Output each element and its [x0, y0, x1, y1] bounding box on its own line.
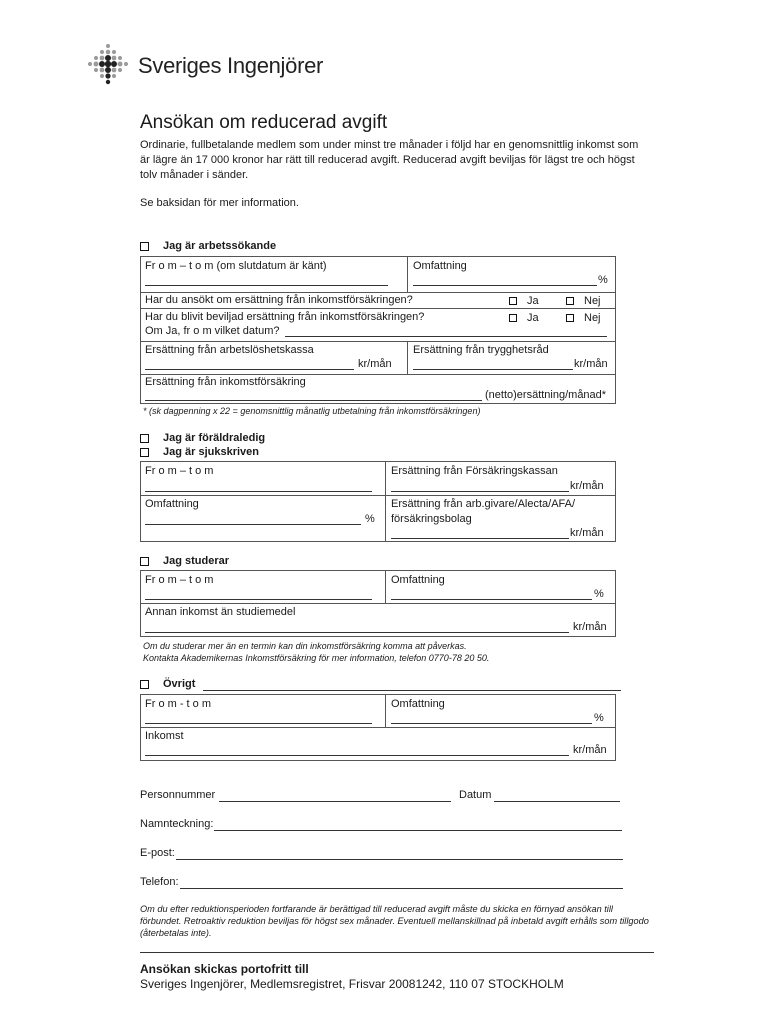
ja-label: Ja — [527, 295, 539, 307]
datum-field[interactable] — [494, 801, 620, 802]
footer-divider — [140, 952, 654, 953]
section-studerar-label: Jag studerar — [163, 555, 230, 567]
epost-field[interactable] — [176, 859, 623, 860]
omfattning-label: Omfattning — [391, 698, 445, 710]
from-tom-label: Fr o m - t o m — [145, 698, 211, 710]
arbgivare-unit: kr/mån — [570, 527, 604, 539]
nej-label: Nej — [584, 295, 601, 307]
omfattning-field[interactable] — [391, 723, 592, 724]
studerar-note-2: Kontakta Akademikernas Inkomstförsäkring för mer information, telefon 0770-78 20 50. — [143, 653, 490, 663]
ovrigt-table — [140, 694, 616, 761]
question-ansokt: Har du ansökt om ersättning från inkomstförsäkringen? — [145, 294, 413, 306]
studerar-note-1: Om du studerar mer än en termin kan din inkomstförsäkring komma att påverkas. — [143, 641, 467, 651]
omfattning-field[interactable] — [413, 285, 597, 286]
omfattning-label: Omfattning — [391, 574, 445, 586]
arbgivare-field[interactable] — [391, 538, 569, 539]
from-tom-field[interactable] — [145, 285, 388, 286]
telefon-field[interactable] — [180, 888, 623, 889]
footer-title: Ansökan skickas portofritt till — [140, 962, 309, 976]
datum-question: Om Ja, fr o m vilket datum? — [145, 325, 280, 337]
from-tom-label: Fr o m – t o m — [145, 574, 214, 586]
foraldraledig-table — [140, 461, 616, 542]
from-tom-label: Fr o m – t o m — [145, 465, 214, 477]
footnote-dagpenning: * (sk dagpenning x 22 = genomsnittlig månatlig utbetalning från inkomstförsäkringen) — [143, 406, 481, 416]
datum-label: Datum — [459, 789, 492, 801]
inkomstforsakring-label: Ersättning från inkomstförsäkring — [145, 376, 306, 388]
from-tom-field[interactable] — [145, 491, 372, 492]
section-foraldraledig-label: Jag är föräldraledig — [163, 432, 266, 444]
ovrigt-field[interactable] — [203, 690, 621, 691]
section-sjukskriven[interactable] — [140, 446, 259, 458]
section-foraldraledig[interactable] — [140, 432, 265, 444]
logo-text: Sveriges Ingenjörer — [138, 53, 324, 78]
forsakringsbolag-label: försäkringsbolag — [391, 513, 472, 525]
percent-label: % — [365, 513, 375, 525]
personnummer-label: Personnummer — [140, 789, 216, 801]
from-tom-field[interactable] — [145, 599, 372, 600]
footer-address: Sveriges Ingenjörer, Medlemsregistret, Frisvar 20081242, 110 07 STOCKHOLM — [140, 977, 564, 991]
netto-unit: (netto)ersättning/månad* — [485, 389, 607, 401]
section-studerar[interactable] — [140, 555, 229, 567]
trygghet-unit: kr/mån — [574, 358, 608, 370]
info-text: Se baksidan för mer information. — [140, 197, 299, 209]
kassa-label: Ersättning från arbetslöshetskassa — [145, 344, 314, 356]
omfattning-field[interactable] — [145, 524, 361, 525]
checkbox-nej-2[interactable] — [566, 314, 574, 322]
section-arbetssokande[interactable] — [140, 240, 276, 252]
arbetssokande-table — [140, 256, 616, 404]
option-nej-2[interactable] — [566, 312, 601, 324]
namnteckning-label: Namnteckning: — [140, 818, 214, 830]
percent-label: % — [598, 274, 608, 286]
checkbox-nej-1[interactable] — [566, 297, 574, 305]
checkbox-ja-2[interactable] — [509, 314, 517, 322]
checkbox-ovrigt[interactable] — [140, 680, 149, 689]
question-beviljad: Har du blivit beviljad ersättning från inkomstförsäkringen? — [145, 311, 425, 323]
inkomst-label: Inkomst — [145, 730, 184, 742]
checkbox-arbetssokande[interactable] — [140, 242, 149, 251]
personnummer-field[interactable] — [219, 801, 451, 802]
checkbox-foraldraledig[interactable] — [140, 434, 149, 443]
omfattning-label: Omfattning — [145, 498, 199, 510]
omfattning-label: Omfattning — [413, 260, 467, 272]
studerar-table — [140, 570, 616, 637]
fk-field[interactable] — [391, 491, 569, 492]
from-tom-label: Fr o m – t o m (om slutdatum är känt) — [145, 260, 327, 272]
logo — [86, 42, 326, 88]
inkomst-field[interactable] — [145, 755, 569, 756]
intro-text: Ordinarie, fullbetalande medlem som under minst tre månader i följd har en genomsnittlig inkomst som är lägre än 17 000 kronor har rätt till reducerad avgift. Reducerad avgift beviljas för lägst tre och högst tolv månader i sänder. — [140, 139, 639, 181]
annan-inkomst-label: Annan inkomst än studiemedel — [145, 606, 296, 618]
option-nej-1[interactable] — [566, 295, 601, 307]
section-arbetssokande-label: Jag är arbetssökande — [163, 240, 277, 252]
section-ovrigt[interactable] — [140, 678, 195, 690]
epost-label: E-post: — [140, 847, 175, 859]
trygghet-label: Ersättning från trygghetsråd — [413, 344, 549, 356]
reduction-note: Om du efter reduktionsperioden fortfarande är berättigad till reducerad avgift måste du skicka en förnyad ansökan till förbundet. Retroaktiv reduktion beviljas för högst sex månader. Eventuell mellanskillnad på inbetald avgift erhålls som tillgodo (återbetalas inte). — [140, 904, 649, 938]
option-ja-2[interactable] — [509, 312, 539, 324]
namnteckning-field[interactable] — [214, 830, 622, 831]
inkomst-unit: kr/mån — [573, 744, 607, 756]
section-sjukskriven-label: Jag är sjukskriven — [163, 446, 260, 458]
annan-inkomst-field[interactable] — [145, 632, 569, 633]
kassa-field[interactable] — [145, 369, 354, 370]
telefon-label: Telefon: — [140, 876, 179, 888]
page-title: Ansökan om reducerad avgift — [140, 112, 388, 133]
annan-inkomst-unit: kr/mån — [573, 621, 607, 633]
nej-label: Nej — [584, 312, 601, 324]
omfattning-field[interactable] — [391, 599, 592, 600]
trygghet-field[interactable] — [413, 369, 573, 370]
fk-unit: kr/mån — [570, 480, 604, 492]
checkbox-sjukskriven[interactable] — [140, 448, 149, 457]
checkbox-studerar[interactable] — [140, 557, 149, 566]
inkomstforsakring-field[interactable] — [145, 400, 482, 401]
fk-label: Ersättning från Försäkringskassan — [391, 465, 558, 477]
section-ovrigt-label: Övrigt — [163, 678, 196, 690]
logo-dots-icon — [86, 42, 136, 88]
percent-label: % — [594, 588, 604, 600]
arbgivare-label: Ersättning från arb.givare/Alecta/AFA/ — [391, 498, 576, 510]
ja-label: Ja — [527, 312, 539, 324]
from-tom-field[interactable] — [145, 723, 372, 724]
option-ja-1[interactable] — [509, 295, 539, 307]
percent-label: % — [594, 712, 604, 724]
checkbox-ja-1[interactable] — [509, 297, 517, 305]
beviljad-datum-field[interactable] — [285, 336, 607, 337]
kassa-unit: kr/mån — [358, 358, 392, 370]
